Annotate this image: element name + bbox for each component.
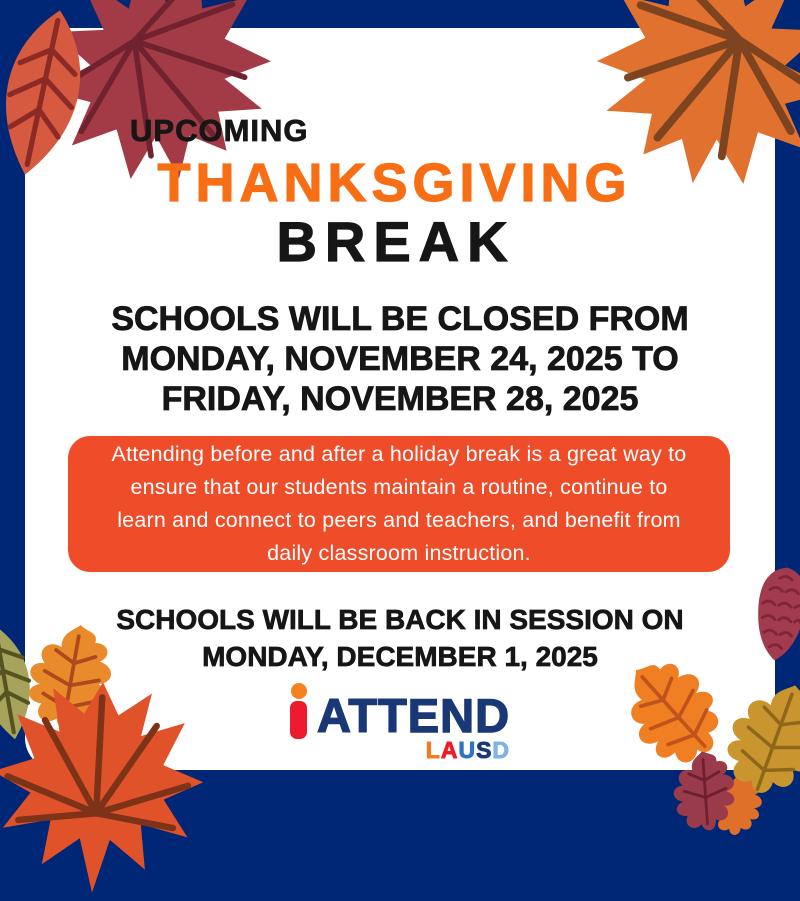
kicker-upcoming: UPCOMING xyxy=(130,113,309,148)
return-notice-line: MONDAY, DECEMBER 1, 2025 xyxy=(202,641,598,672)
closed-notice-line: MONDAY, NOVEMBER 24, 2025 TO xyxy=(121,340,679,378)
page-subtitle-break: BREAK xyxy=(276,210,516,274)
lausd-letter: U xyxy=(458,737,477,763)
lausd-letter: A xyxy=(440,737,459,763)
logo-attend-wordmark: ATTEND xyxy=(316,689,511,742)
lausd-letter: L xyxy=(425,737,441,763)
callout-line: learn and connect to peers and teachers, and benefit from xyxy=(117,508,681,532)
callout-line: ensure that our students maintain a routine, continue to xyxy=(130,475,668,499)
return-notice-line: SCHOOLS WILL BE BACK IN SESSION ON xyxy=(116,604,684,635)
callout-line: Attending before and after a holiday break is a great way to xyxy=(111,442,687,466)
lausd-letter: D xyxy=(492,737,511,763)
page-title-thanksgiving: THANKSGIVING xyxy=(157,153,632,214)
maple-leaf-icon xyxy=(0,674,225,901)
lausd-letter: S xyxy=(476,737,493,763)
closed-notice-line: FRIDAY, NOVEMBER 28, 2025 xyxy=(161,380,639,418)
closed-notice-line: SCHOOLS WILL BE CLOSED FROM xyxy=(111,300,689,338)
callout-line: daily classroom instruction. xyxy=(267,541,531,565)
